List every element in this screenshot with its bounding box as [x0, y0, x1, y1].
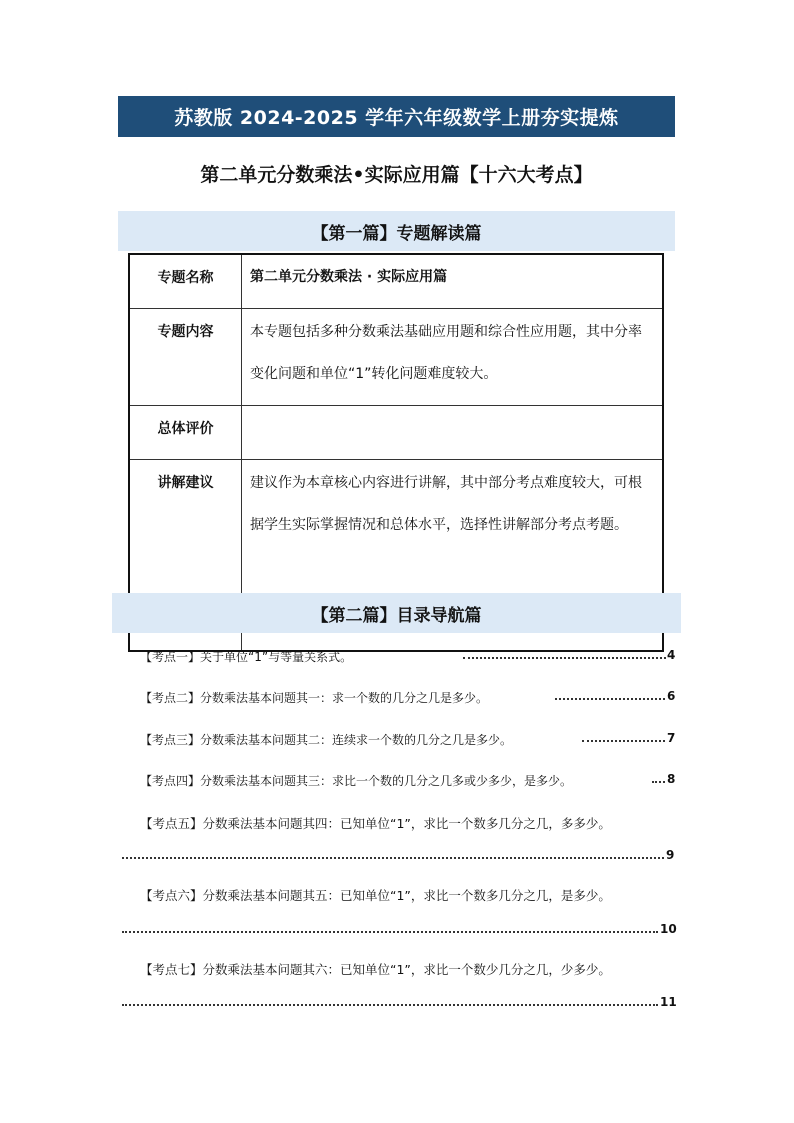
- section-one-header: 【第一篇】专题解读篇: [118, 211, 675, 251]
- row-value: 建议作为本章核心内容进行讲解，其中部分考点难度较大，可根据学生实际掌握情况和总体水平，选择性讲解部分考点考题。: [242, 460, 664, 597]
- toc-entry-5[interactable]: 【考点五】分数乘法基本问题其四：已知单位“1”，求比一个数多几分之几，多多少。: [140, 816, 611, 831]
- section-two-header: 【第二篇】目录导航篇: [112, 593, 681, 633]
- document-subtitle: 第二单元分数乘法•实际应用篇【十六大考点】: [200, 164, 593, 186]
- row-label: 讲解建议: [129, 460, 242, 597]
- table-row: [129, 309, 663, 406]
- toc-page-number: 11: [660, 995, 677, 1009]
- row-value: 本专题包括多种分数乘法基础应用题和综合性应用题，其中分率变化问题和单位“1”转化问题难度较大。: [242, 309, 664, 406]
- toc-entry-7[interactable]: 【考点七】分数乘法基本问题其六：已知单位“1”，求比一个数少几分之几，少多少。: [140, 962, 611, 977]
- toc-entry-6[interactable]: 【考点六】分数乘法基本问题其五：已知单位“1”，求比一个数多几分之几，是多少。: [140, 888, 611, 903]
- toc-page-number: 7: [667, 731, 676, 745]
- row-label: 专题内容: [129, 309, 242, 406]
- row-label: 总体评价: [129, 406, 242, 460]
- toc-page-number: 9: [666, 848, 675, 862]
- toc-leader-dots: [555, 697, 665, 700]
- toc-leader-dots: [122, 1003, 658, 1006]
- table-row: [129, 460, 663, 597]
- toc-leader-dots: [122, 856, 664, 859]
- document-banner-title: 苏教版 2024-2025 学年六年级数学上册夯实提炼: [118, 96, 675, 137]
- toc-entry-4[interactable]: 【考点四】分数乘法基本问题其三：求比一个数的几分之几多或少多少，是多少。: [140, 774, 573, 788]
- toc-leader-dots: [582, 739, 665, 742]
- toc-page-number: 4: [667, 648, 676, 662]
- toc-entry-1[interactable]: 【考点一】关于单位“1”与等量关系式。: [140, 650, 353, 664]
- table-row: [129, 406, 663, 460]
- toc-leader-dots: [122, 930, 658, 933]
- toc-leader-dots: [652, 780, 665, 783]
- toc-page-number: 8: [667, 772, 676, 786]
- table-row: [129, 254, 663, 309]
- toc-page-number: 10: [660, 922, 677, 936]
- row-label: 专题名称: [129, 254, 242, 309]
- toc-entry-3[interactable]: 【考点三】分数乘法基本问题其二：连续求一个数的几分之几是多少。: [140, 733, 513, 747]
- toc-leader-dots: [463, 656, 666, 659]
- toc-entry-2[interactable]: 【考点二】分数乘法基本问题其一：求一个数的几分之几是多少。: [140, 691, 489, 705]
- toc-page-number: 6: [667, 689, 676, 703]
- row-value: 第二单元分数乘法 · 实际应用篇: [242, 254, 664, 309]
- row-value: [242, 406, 664, 460]
